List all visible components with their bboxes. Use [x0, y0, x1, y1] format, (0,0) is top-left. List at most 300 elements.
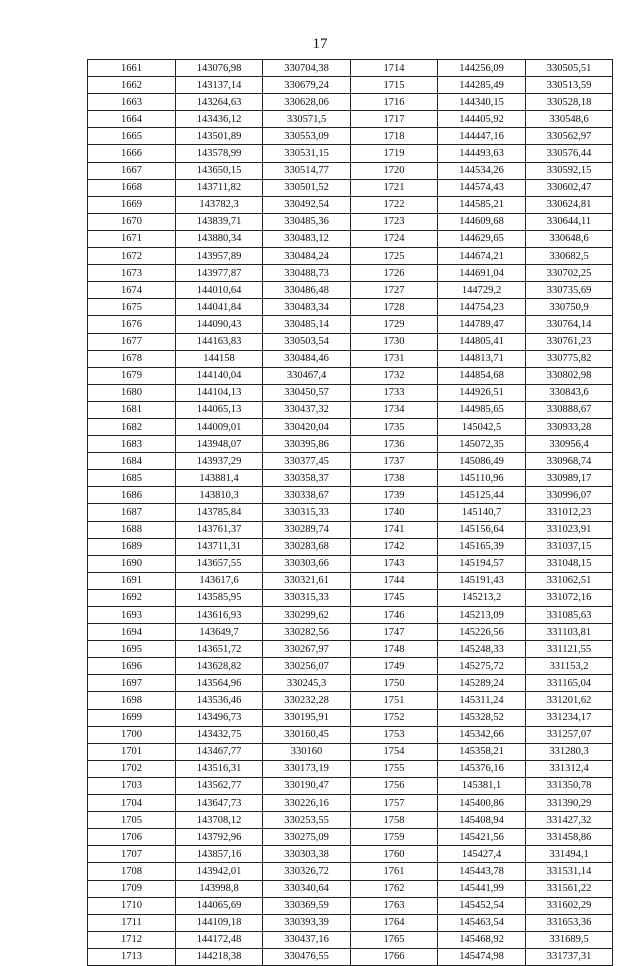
table-row — [88, 726, 613, 743]
point-number-left: 1704 — [88, 795, 176, 812]
x-coordinate-right: 144285,49 — [438, 77, 526, 94]
y-coordinate-right: 330548,6 — [526, 111, 613, 128]
table-row — [88, 624, 613, 641]
x-coordinate-left: 143436,12 — [176, 111, 263, 128]
y-coordinate-left: 330437,32 — [263, 401, 351, 418]
y-coordinate-left: 330484,46 — [263, 350, 351, 367]
point-number-right: 1765 — [351, 931, 438, 948]
x-coordinate-left: 144090,43 — [176, 316, 263, 333]
x-coordinate-right: 144585,21 — [438, 196, 526, 213]
x-coordinate-right: 145408,94 — [438, 812, 526, 829]
y-coordinate-left: 330303,38 — [263, 846, 351, 863]
x-coordinate-left: 143536,46 — [176, 692, 263, 709]
page-number: 17 — [312, 36, 328, 52]
table-row — [88, 230, 613, 247]
x-coordinate-left: 143650,15 — [176, 162, 263, 179]
x-coordinate-right: 145125,44 — [438, 487, 526, 504]
table-row — [88, 196, 613, 213]
y-coordinate-right: 331085,63 — [526, 607, 613, 624]
point-number-right: 1738 — [351, 470, 438, 487]
point-number-right: 1719 — [351, 145, 438, 162]
y-coordinate-right: 330802,98 — [526, 367, 613, 384]
y-coordinate-left: 330476,55 — [263, 948, 351, 965]
y-coordinate-left: 330245,3 — [263, 675, 351, 692]
table-row — [88, 863, 613, 880]
x-coordinate-right: 145110,96 — [438, 470, 526, 487]
y-coordinate-right: 331201,62 — [526, 692, 613, 709]
y-coordinate-right: 330648,6 — [526, 230, 613, 247]
y-coordinate-left: 330340,64 — [263, 880, 351, 897]
table-row — [88, 453, 613, 470]
x-coordinate-left: 143881,4 — [176, 470, 263, 487]
table-row — [88, 521, 613, 538]
y-coordinate-right: 331737,31 — [526, 948, 613, 965]
point-number-right: 1726 — [351, 265, 438, 282]
point-number-left: 1710 — [88, 897, 176, 914]
x-coordinate-right: 144609,68 — [438, 213, 526, 230]
point-number-right: 1755 — [351, 760, 438, 777]
point-number-left: 1694 — [88, 624, 176, 641]
point-number-right: 1732 — [351, 367, 438, 384]
table-row — [88, 795, 613, 812]
y-coordinate-right: 330702,25 — [526, 265, 613, 282]
point-number-left: 1713 — [88, 948, 176, 965]
x-coordinate-right: 145463,54 — [438, 914, 526, 931]
point-number-right: 1753 — [351, 726, 438, 743]
point-number-left: 1680 — [88, 384, 176, 401]
x-coordinate-left: 143585,95 — [176, 589, 263, 606]
x-coordinate-left: 143651,72 — [176, 641, 263, 658]
x-coordinate-left: 143616,93 — [176, 607, 263, 624]
x-coordinate-right: 144789,47 — [438, 316, 526, 333]
x-coordinate-left: 143649,7 — [176, 624, 263, 641]
table-row — [88, 948, 613, 965]
point-number-right: 1745 — [351, 589, 438, 606]
x-coordinate-left: 143998,8 — [176, 880, 263, 897]
point-number-right: 1746 — [351, 607, 438, 624]
point-number-right: 1728 — [351, 299, 438, 316]
y-coordinate-left: 330679,24 — [263, 77, 351, 94]
x-coordinate-left: 143942,01 — [176, 863, 263, 880]
y-coordinate-right: 331280,3 — [526, 743, 613, 760]
table-row — [88, 504, 613, 521]
y-coordinate-left: 330485,14 — [263, 316, 351, 333]
y-coordinate-right: 330592,15 — [526, 162, 613, 179]
x-coordinate-right: 145342,66 — [438, 726, 526, 743]
y-coordinate-left: 330160 — [263, 743, 351, 760]
point-number-left: 1675 — [88, 299, 176, 316]
y-coordinate-left: 330173,19 — [263, 760, 351, 777]
y-coordinate-left: 330483,34 — [263, 299, 351, 316]
x-coordinate-left: 144218,38 — [176, 948, 263, 965]
table-row — [88, 248, 613, 265]
y-coordinate-left: 330501,52 — [263, 179, 351, 196]
x-coordinate-right: 145086,49 — [438, 453, 526, 470]
x-coordinate-right: 145441,99 — [438, 880, 526, 897]
y-coordinate-left: 330485,36 — [263, 213, 351, 230]
point-number-left: 1706 — [88, 829, 176, 846]
point-number-left: 1682 — [88, 418, 176, 435]
x-coordinate-right: 145452,54 — [438, 897, 526, 914]
x-coordinate-right: 144813,71 — [438, 350, 526, 367]
table-row — [88, 641, 613, 658]
x-coordinate-right: 145400,86 — [438, 795, 526, 812]
point-number-right: 1751 — [351, 692, 438, 709]
point-number-left: 1701 — [88, 743, 176, 760]
table-row — [88, 692, 613, 709]
table-row — [88, 333, 613, 350]
point-number-left: 1692 — [88, 589, 176, 606]
y-coordinate-right: 331390,29 — [526, 795, 613, 812]
point-number-left: 1668 — [88, 179, 176, 196]
point-number-left: 1681 — [88, 401, 176, 418]
table-row — [88, 589, 613, 606]
x-coordinate-right: 145213,09 — [438, 607, 526, 624]
y-coordinate-left: 330437,16 — [263, 931, 351, 948]
x-coordinate-right: 144534,26 — [438, 162, 526, 179]
point-number-right: 1720 — [351, 162, 438, 179]
table-row — [88, 829, 613, 846]
x-coordinate-left: 143785,84 — [176, 504, 263, 521]
point-number-right: 1727 — [351, 282, 438, 299]
table-row — [88, 299, 613, 316]
x-coordinate-left: 143708,12 — [176, 812, 263, 829]
y-coordinate-left: 330338,67 — [263, 487, 351, 504]
y-coordinate-right: 330989,17 — [526, 470, 613, 487]
point-number-right: 1715 — [351, 77, 438, 94]
point-number-right: 1766 — [351, 948, 438, 965]
x-coordinate-right: 144493,63 — [438, 145, 526, 162]
point-number-right: 1718 — [351, 128, 438, 145]
y-coordinate-left: 330486,48 — [263, 282, 351, 299]
y-coordinate-right: 330933,28 — [526, 418, 613, 435]
x-coordinate-right: 144754,23 — [438, 299, 526, 316]
point-number-left: 1709 — [88, 880, 176, 897]
point-number-right: 1762 — [351, 880, 438, 897]
point-number-right: 1723 — [351, 213, 438, 230]
y-coordinate-left: 330395,86 — [263, 436, 351, 453]
point-number-left: 1702 — [88, 760, 176, 777]
table-row — [88, 812, 613, 829]
coordinates-table — [87, 59, 613, 966]
point-number-left: 1699 — [88, 709, 176, 726]
point-number-right: 1756 — [351, 777, 438, 794]
y-coordinate-left: 330256,07 — [263, 658, 351, 675]
point-number-right: 1742 — [351, 538, 438, 555]
y-coordinate-left: 330420,04 — [263, 418, 351, 435]
point-number-right: 1741 — [351, 521, 438, 538]
y-coordinate-left: 330190,47 — [263, 777, 351, 794]
x-coordinate-left: 143628,82 — [176, 658, 263, 675]
y-coordinate-left: 330315,33 — [263, 504, 351, 521]
point-number-left: 1663 — [88, 94, 176, 111]
point-number-left: 1686 — [88, 487, 176, 504]
y-coordinate-left: 330321,61 — [263, 572, 351, 589]
table-row — [88, 709, 613, 726]
x-coordinate-right: 145427,4 — [438, 846, 526, 863]
y-coordinate-left: 330514,77 — [263, 162, 351, 179]
y-coordinate-left: 330450,57 — [263, 384, 351, 401]
point-number-left: 1691 — [88, 572, 176, 589]
y-coordinate-left: 330467,4 — [263, 367, 351, 384]
point-number-left: 1684 — [88, 453, 176, 470]
point-number-left: 1669 — [88, 196, 176, 213]
y-coordinate-left: 330483,12 — [263, 230, 351, 247]
point-number-right: 1752 — [351, 709, 438, 726]
point-number-left: 1708 — [88, 863, 176, 880]
table-row — [88, 897, 613, 914]
x-coordinate-right: 145140,7 — [438, 504, 526, 521]
x-coordinate-right: 145072,35 — [438, 436, 526, 453]
y-coordinate-right: 330888,67 — [526, 401, 613, 418]
y-coordinate-left: 330377,45 — [263, 453, 351, 470]
x-coordinate-right: 145289,24 — [438, 675, 526, 692]
y-coordinate-left: 330369,59 — [263, 897, 351, 914]
y-coordinate-right: 330968,74 — [526, 453, 613, 470]
y-coordinate-right: 331072,16 — [526, 589, 613, 606]
x-coordinate-left: 143937,29 — [176, 453, 263, 470]
y-coordinate-right: 330761,23 — [526, 333, 613, 350]
y-coordinate-right: 331121,55 — [526, 641, 613, 658]
x-coordinate-left: 143880,34 — [176, 230, 263, 247]
point-number-right: 1750 — [351, 675, 438, 692]
y-coordinate-right: 330624,81 — [526, 196, 613, 213]
y-coordinate-right: 331689,5 — [526, 931, 613, 948]
table-row — [88, 846, 613, 863]
table-row — [88, 265, 613, 282]
table-row — [88, 367, 613, 384]
point-number-left: 1711 — [88, 914, 176, 931]
point-number-left: 1679 — [88, 367, 176, 384]
x-coordinate-right: 145311,24 — [438, 692, 526, 709]
x-coordinate-left: 143839,71 — [176, 213, 263, 230]
y-coordinate-right: 331350,78 — [526, 777, 613, 794]
point-number-right: 1714 — [351, 60, 438, 77]
x-coordinate-right: 145165,39 — [438, 538, 526, 555]
point-number-right: 1729 — [351, 316, 438, 333]
table-row — [88, 145, 613, 162]
x-coordinate-left: 144104,13 — [176, 384, 263, 401]
x-coordinate-left: 144010,64 — [176, 282, 263, 299]
point-number-right: 1722 — [351, 196, 438, 213]
x-coordinate-right: 144629,65 — [438, 230, 526, 247]
y-coordinate-left: 330253,55 — [263, 812, 351, 829]
x-coordinate-right: 144340,15 — [438, 94, 526, 111]
point-number-right: 1736 — [351, 436, 438, 453]
y-coordinate-left: 330283,68 — [263, 538, 351, 555]
y-coordinate-right: 330644,11 — [526, 213, 613, 230]
x-coordinate-left: 143657,55 — [176, 555, 263, 572]
point-number-left: 1667 — [88, 162, 176, 179]
x-coordinate-right: 144691,04 — [438, 265, 526, 282]
point-number-left: 1673 — [88, 265, 176, 282]
table-row — [88, 179, 613, 196]
x-coordinate-right: 144985,65 — [438, 401, 526, 418]
table-row — [88, 880, 613, 897]
y-coordinate-left: 330704,38 — [263, 60, 351, 77]
x-coordinate-left: 143137,14 — [176, 77, 263, 94]
point-number-left: 1705 — [88, 812, 176, 829]
table-row — [88, 401, 613, 418]
y-coordinate-left: 330553,09 — [263, 128, 351, 145]
point-number-right: 1747 — [351, 624, 438, 641]
table-row — [88, 914, 613, 931]
x-coordinate-left: 144158 — [176, 350, 263, 367]
point-number-right: 1733 — [351, 384, 438, 401]
x-coordinate-left: 143857,16 — [176, 846, 263, 863]
x-coordinate-right: 144574,43 — [438, 179, 526, 196]
point-number-left: 1670 — [88, 213, 176, 230]
point-number-right: 1725 — [351, 248, 438, 265]
y-coordinate-left: 330393,39 — [263, 914, 351, 931]
x-coordinate-right: 144405,92 — [438, 111, 526, 128]
y-coordinate-left: 330358,37 — [263, 470, 351, 487]
x-coordinate-left: 144009,01 — [176, 418, 263, 435]
table-row — [88, 350, 613, 367]
point-number-left: 1672 — [88, 248, 176, 265]
x-coordinate-left: 143496,73 — [176, 709, 263, 726]
y-coordinate-right: 331427,32 — [526, 812, 613, 829]
point-number-left: 1697 — [88, 675, 176, 692]
point-number-left: 1671 — [88, 230, 176, 247]
point-number-right: 1757 — [351, 795, 438, 812]
x-coordinate-left: 143578,99 — [176, 145, 263, 162]
x-coordinate-left: 143810,3 — [176, 487, 263, 504]
table-row — [88, 470, 613, 487]
y-coordinate-right: 331165,04 — [526, 675, 613, 692]
y-coordinate-right: 331048,15 — [526, 555, 613, 572]
y-coordinate-right: 331561,22 — [526, 880, 613, 897]
point-number-right: 1739 — [351, 487, 438, 504]
x-coordinate-right: 144854,68 — [438, 367, 526, 384]
point-number-right: 1760 — [351, 846, 438, 863]
x-coordinate-right: 145421,56 — [438, 829, 526, 846]
point-number-right: 1748 — [351, 641, 438, 658]
point-number-left: 1674 — [88, 282, 176, 299]
table-row — [88, 675, 613, 692]
point-number-left: 1696 — [88, 658, 176, 675]
y-coordinate-right: 330505,51 — [526, 60, 613, 77]
x-coordinate-left: 143617,6 — [176, 572, 263, 589]
y-coordinate-right: 330750,9 — [526, 299, 613, 316]
x-coordinate-right: 145156,64 — [438, 521, 526, 538]
point-number-right: 1716 — [351, 94, 438, 111]
table-row — [88, 555, 613, 572]
x-coordinate-left: 144140,04 — [176, 367, 263, 384]
x-coordinate-left: 143761,37 — [176, 521, 263, 538]
table-row — [88, 436, 613, 453]
x-coordinate-right: 145443,78 — [438, 863, 526, 880]
y-coordinate-right: 331531,14 — [526, 863, 613, 880]
y-coordinate-left: 330503,54 — [263, 333, 351, 350]
y-coordinate-right: 331023,91 — [526, 521, 613, 538]
table-row — [88, 658, 613, 675]
x-coordinate-right: 145042,5 — [438, 418, 526, 435]
y-coordinate-right: 330775,82 — [526, 350, 613, 367]
x-coordinate-right: 145248,33 — [438, 641, 526, 658]
y-coordinate-left: 330303,66 — [263, 555, 351, 572]
table-row — [88, 60, 613, 77]
point-number-right: 1730 — [351, 333, 438, 350]
x-coordinate-left: 143977,87 — [176, 265, 263, 282]
point-number-left: 1687 — [88, 504, 176, 521]
point-number-right: 1740 — [351, 504, 438, 521]
x-coordinate-left: 144163,83 — [176, 333, 263, 350]
table-row — [88, 418, 613, 435]
x-coordinate-right: 145358,21 — [438, 743, 526, 760]
point-number-right: 1749 — [351, 658, 438, 675]
point-number-right: 1737 — [351, 453, 438, 470]
point-number-left: 1677 — [88, 333, 176, 350]
point-number-right: 1734 — [351, 401, 438, 418]
point-number-right: 1717 — [351, 111, 438, 128]
x-coordinate-left: 143647,73 — [176, 795, 263, 812]
y-coordinate-left: 330531,15 — [263, 145, 351, 162]
table-row — [88, 94, 613, 111]
coordinates-table-body — [88, 60, 613, 966]
x-coordinate-left: 143948,07 — [176, 436, 263, 453]
table-row — [88, 487, 613, 504]
point-number-left: 1666 — [88, 145, 176, 162]
y-coordinate-left: 330226,16 — [263, 795, 351, 812]
table-row — [88, 538, 613, 555]
y-coordinate-left: 330289,74 — [263, 521, 351, 538]
y-coordinate-left: 330267,97 — [263, 641, 351, 658]
x-coordinate-left: 143076,98 — [176, 60, 263, 77]
x-coordinate-left: 144065,13 — [176, 401, 263, 418]
y-coordinate-left: 330628,06 — [263, 94, 351, 111]
point-number-left: 1678 — [88, 350, 176, 367]
y-coordinate-right: 330602,47 — [526, 179, 613, 196]
y-coordinate-right: 331653,36 — [526, 914, 613, 931]
y-coordinate-right: 331234,17 — [526, 709, 613, 726]
point-number-left: 1695 — [88, 641, 176, 658]
table-row — [88, 213, 613, 230]
x-coordinate-right: 144256,09 — [438, 60, 526, 77]
x-coordinate-right: 144674,21 — [438, 248, 526, 265]
table-row — [88, 777, 613, 794]
x-coordinate-left: 143562,77 — [176, 777, 263, 794]
y-coordinate-right: 331103,81 — [526, 624, 613, 641]
point-number-right: 1724 — [351, 230, 438, 247]
point-number-right: 1735 — [351, 418, 438, 435]
x-coordinate-left: 143264,63 — [176, 94, 263, 111]
point-number-left: 1700 — [88, 726, 176, 743]
y-coordinate-left: 330195,91 — [263, 709, 351, 726]
point-number-left: 1664 — [88, 111, 176, 128]
x-coordinate-left: 143501,89 — [176, 128, 263, 145]
x-coordinate-right: 144729,2 — [438, 282, 526, 299]
table-row — [88, 607, 613, 624]
x-coordinate-left: 144065,69 — [176, 897, 263, 914]
x-coordinate-left: 144109,18 — [176, 914, 263, 931]
y-coordinate-left: 330282,56 — [263, 624, 351, 641]
x-coordinate-left: 144041,84 — [176, 299, 263, 316]
x-coordinate-left: 143957,89 — [176, 248, 263, 265]
y-coordinate-left: 330492,54 — [263, 196, 351, 213]
x-coordinate-right: 145194,57 — [438, 555, 526, 572]
y-coordinate-left: 330571,5 — [263, 111, 351, 128]
point-number-right: 1759 — [351, 829, 438, 846]
x-coordinate-right: 145275,72 — [438, 658, 526, 675]
y-coordinate-left: 330484,24 — [263, 248, 351, 265]
x-coordinate-left: 143516,31 — [176, 760, 263, 777]
x-coordinate-right: 144805,41 — [438, 333, 526, 350]
table-row — [88, 572, 613, 589]
table-row — [88, 77, 613, 94]
point-number-right: 1731 — [351, 350, 438, 367]
point-number-left: 1688 — [88, 521, 176, 538]
